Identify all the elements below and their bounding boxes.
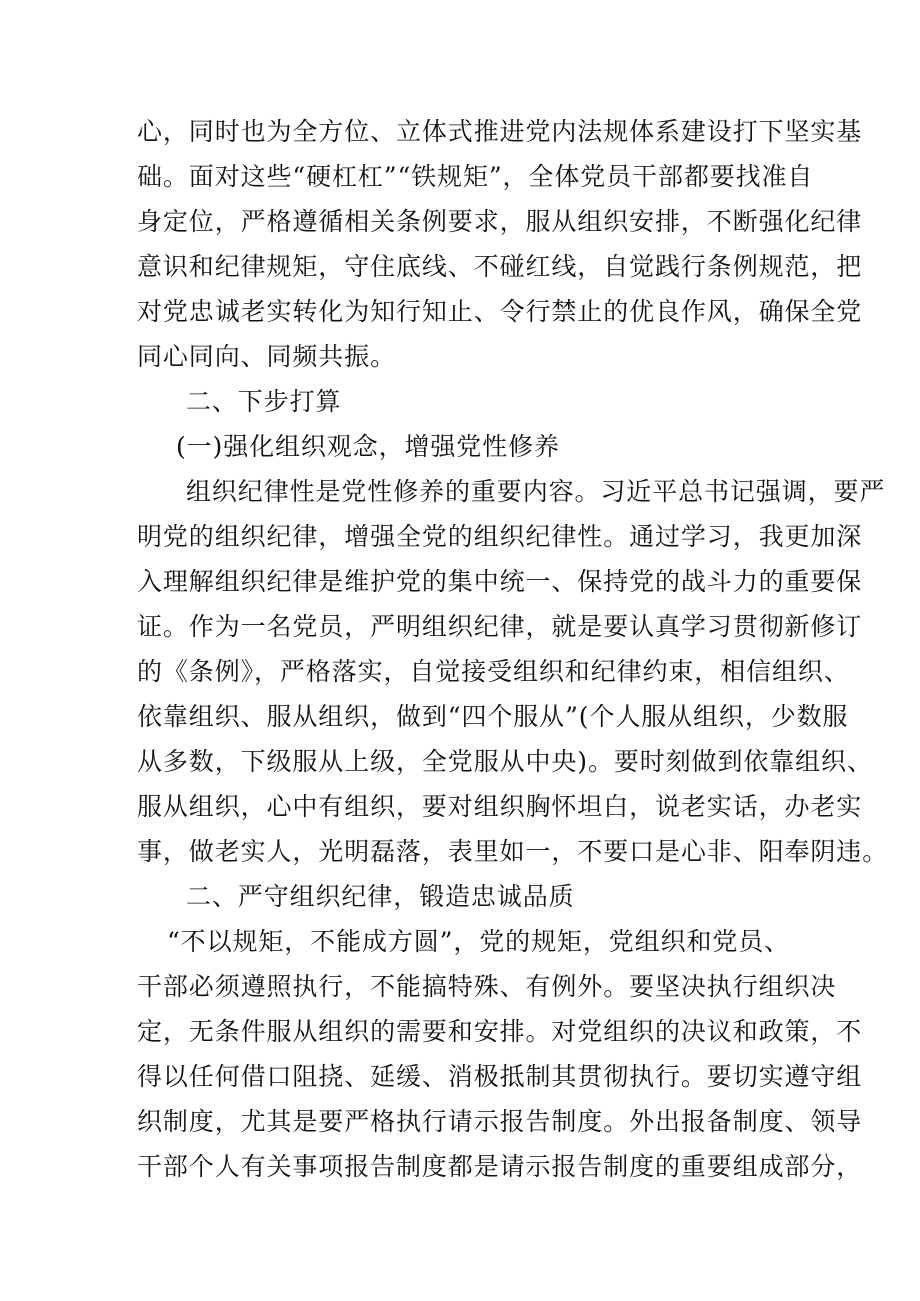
text-line: 干部个人有关事项报告制度都是请示报告制度的重要组成部分， bbox=[137, 1152, 863, 1181]
text-line: 证。作为一名党员，严明组织纪律，就是要认真学习贯彻新修订 bbox=[137, 612, 863, 641]
text-line: 对党忠诚老实转化为知行知止、令行禁止的优良作风，确保全党 bbox=[137, 297, 863, 326]
text-line: 同心同向、同频共振。 bbox=[137, 342, 397, 371]
text-line: 意识和纪律规矩，守住底线、不碰红线，自觉践行条例规范，把 bbox=[137, 252, 863, 281]
text-line: 得以任何借口阻挠、延缓、消极抵制其贯彻执行。要切实遵守组 bbox=[137, 1062, 863, 1091]
section-heading: 二、下步打算 bbox=[186, 387, 342, 416]
text-line: 从多数，下级服从上级，全党服从中央)。要时刻做到依靠组织、 bbox=[137, 747, 873, 776]
text-line: 入理解组织纪律是维护党的集中统一、保持党的战斗力的重要保 bbox=[137, 567, 863, 596]
text-line: 事，做老实人，光明磊落，表里如一，不要口是心非、阳奉阴违。 bbox=[137, 837, 889, 866]
text-line: 定，无条件服从组织的需要和安排。对党组织的决议和政策，不 bbox=[137, 1017, 863, 1046]
text-line: 础。面对这些“硬杠杠”“铁规矩”，全体党员干部都要找准自 bbox=[137, 162, 814, 191]
text-line: 服从组织，心中有组织，要对组织胸怀坦白，说老实话，办老实 bbox=[137, 792, 863, 821]
section-heading: 二、严守组织纪律，锻造忠诚品质 bbox=[186, 882, 575, 911]
text-line: 织制度，尤其是要严格执行请示报告制度。外出报备制度、领导 bbox=[137, 1107, 863, 1136]
subsection-heading: (一)强化组织观念，增强党性修养 bbox=[176, 432, 560, 461]
text-line: 依靠组织、服从组织，做到“四个服从”(个人服从组织，少数服 bbox=[137, 702, 849, 731]
text-line: 明党的组织纪律，增强全党的组织纪律性。通过学习，我更加深 bbox=[137, 522, 863, 551]
text-line: 身定位，严格遵循相关条例要求，服从组织安排，不断强化纪律 bbox=[137, 207, 863, 236]
text-line: “不以规矩，不能成方圆”，党的规矩，党组织和党员、 bbox=[167, 927, 791, 956]
text-line: 的《条例》，严格落实，自觉接受组织和纪律约束，相信组织、 bbox=[137, 657, 850, 686]
text-line: 组织纪律性是党性修养的重要内容。习近平总书记强调，要严 bbox=[186, 477, 886, 506]
text-line: 心，同时也为全方位、立体式推进党内法规体系建设打下坚实基 bbox=[137, 117, 863, 146]
text-line: 干部必须遵照执行，不能搞特殊、有例外。要坚决执行组织决 bbox=[137, 972, 837, 1001]
